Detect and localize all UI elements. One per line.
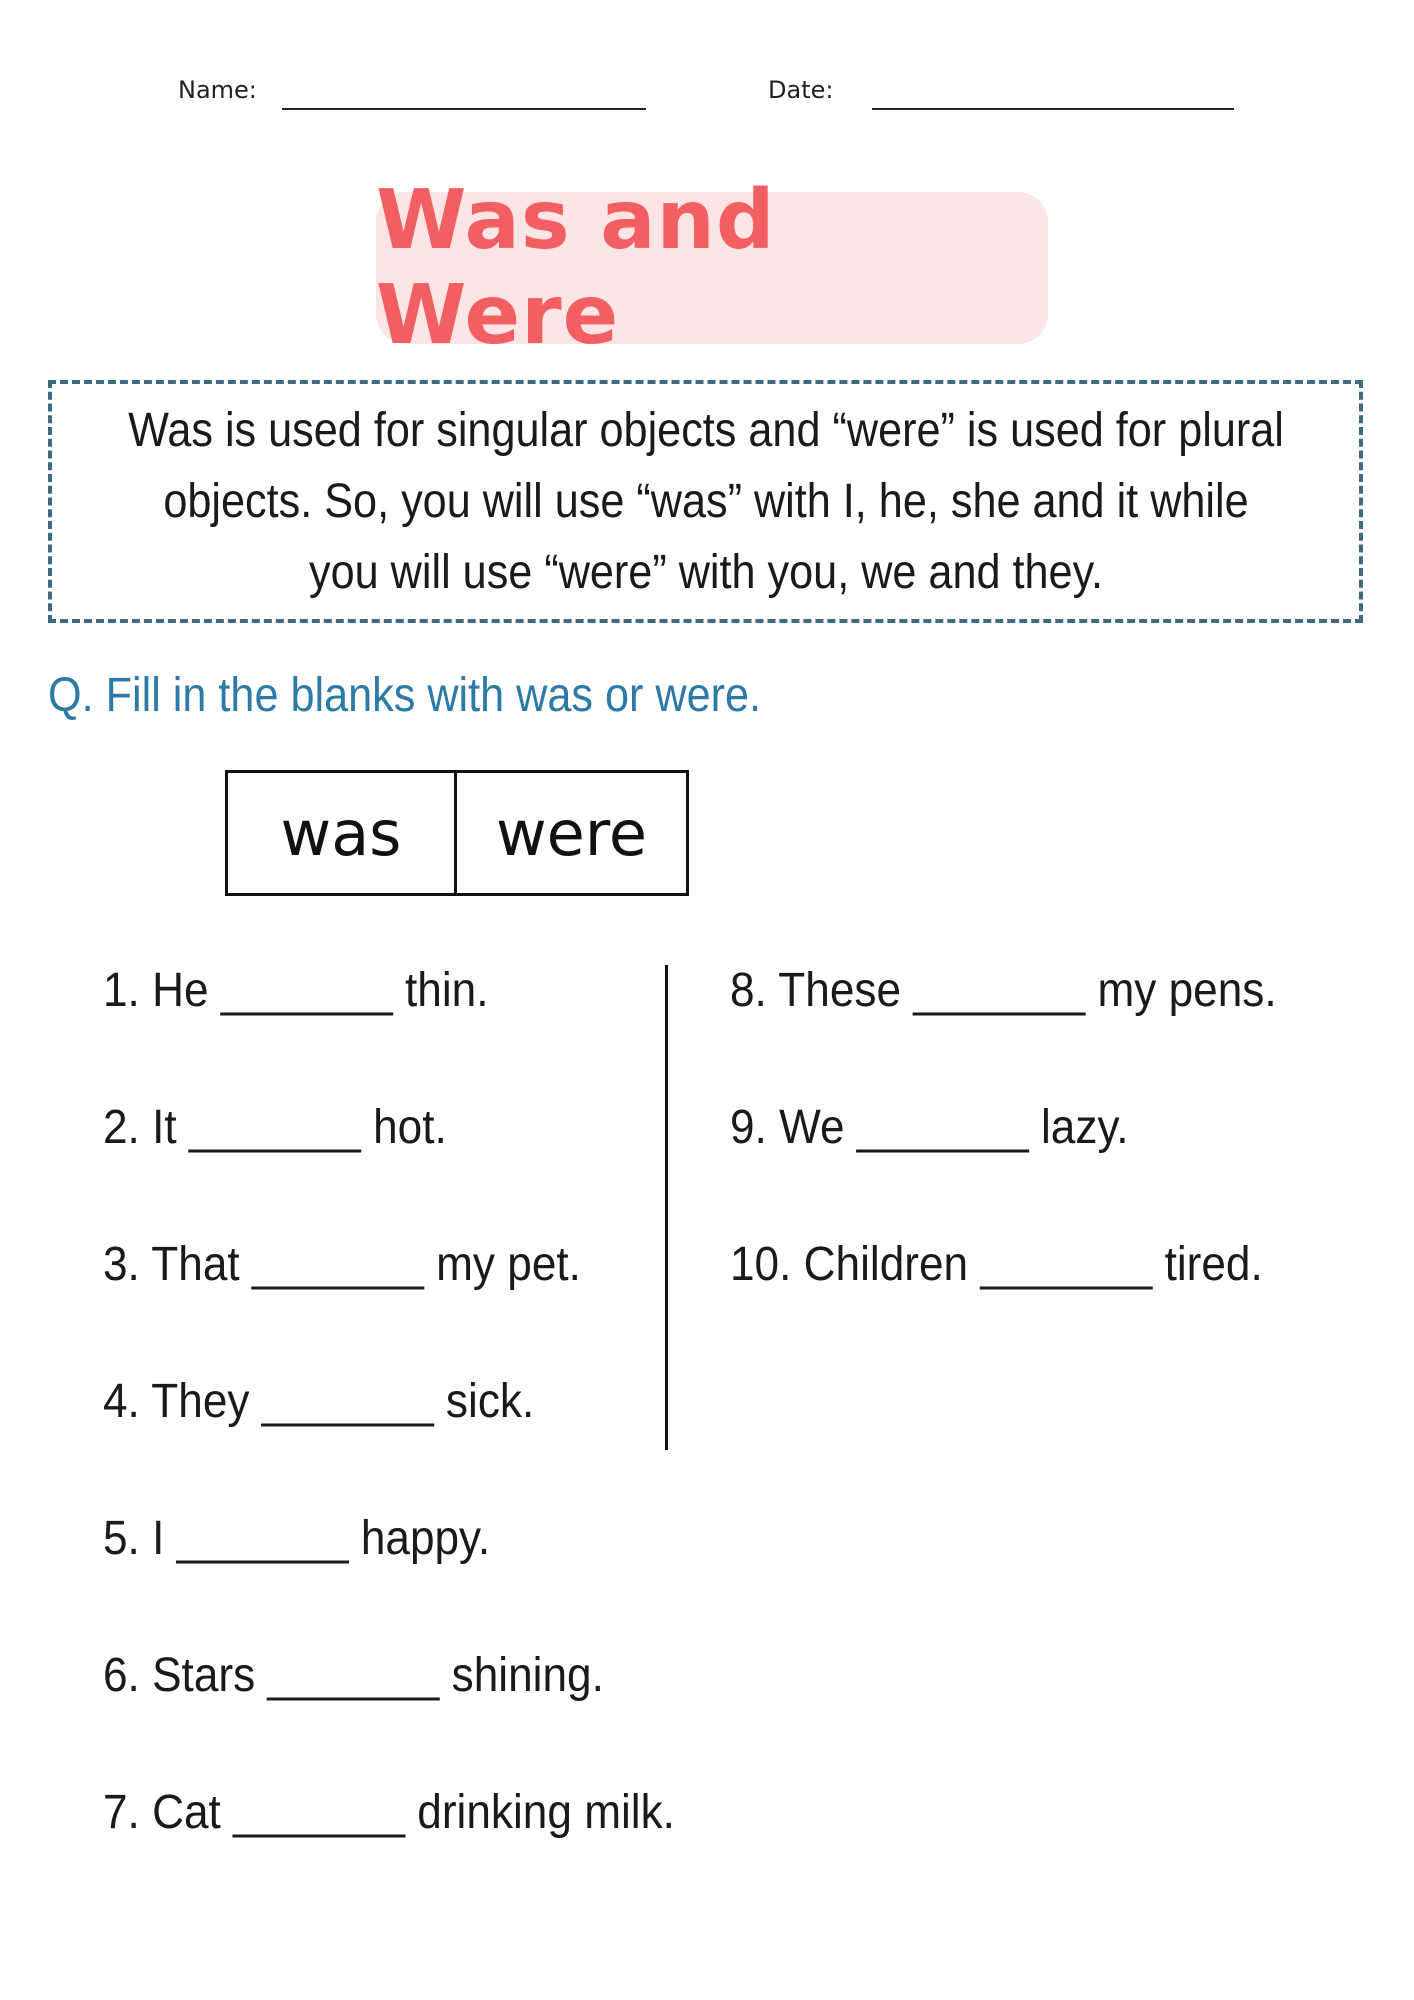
exercise-item-10: 10. Children _______ tired.: [730, 1238, 1263, 1291]
exercise-item-3: 3. That _______ my pet.: [103, 1238, 581, 1291]
exercise-item-9: 9. We _______ lazy.: [730, 1101, 1129, 1154]
exercise-item-7: 7. Cat _______ drinking milk.: [103, 1786, 675, 1839]
rule-text: Was is used for singular objects and “were” is used for plural objects. So, you will use “was” with I, he, she and it while you will use “were” with you, we and they.: [127, 404, 1284, 599]
title-banner: [376, 173, 1048, 363]
name-field[interactable]: [282, 108, 646, 110]
exercise-item-5: 5. I _______ happy.: [103, 1512, 491, 1565]
date-field[interactable]: [872, 108, 1234, 110]
rule-box: [48, 380, 1363, 623]
exercise-item-2: 2. It _______ hot.: [103, 1101, 447, 1154]
date-label: Date:: [768, 76, 834, 104]
exercise-item-8: 8. These _______ my pens.: [730, 964, 1277, 1017]
exercise-item-1: 1. He _______ thin.: [103, 964, 489, 1017]
word-bank-was: was: [225, 770, 457, 896]
name-label: Name:: [178, 76, 257, 104]
word-bank-were: were: [457, 770, 689, 896]
column-divider: [665, 965, 668, 1450]
page-title: Was and Were: [376, 173, 776, 363]
word-bank: [225, 770, 689, 896]
question-heading: Q. Fill in the blanks with was or were.: [48, 669, 762, 722]
exercise-item-6: 6. Stars _______ shining.: [103, 1649, 604, 1702]
exercise-item-4: 4. They _______ sick.: [103, 1375, 535, 1428]
